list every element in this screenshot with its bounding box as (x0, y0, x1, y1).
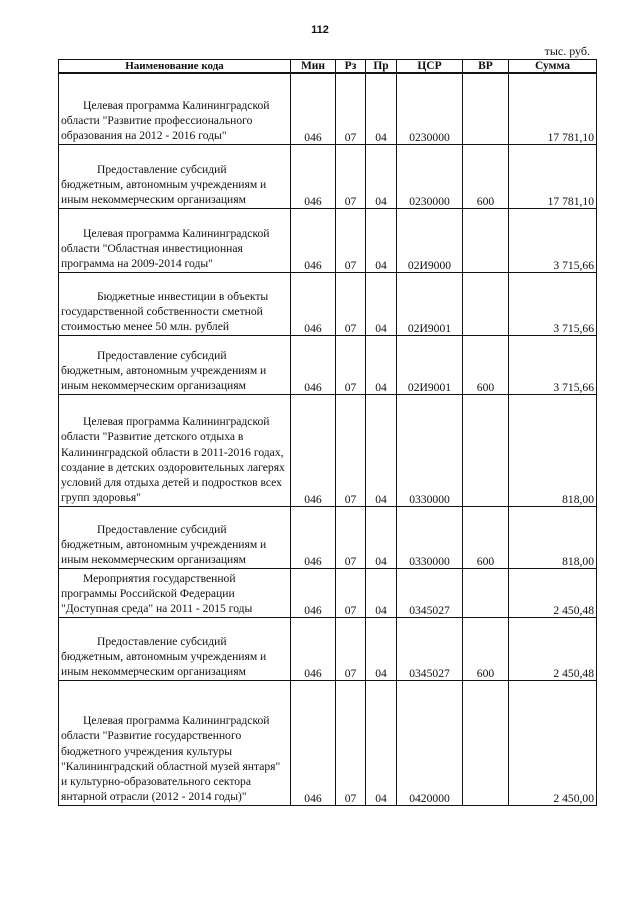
row-name: Предоставление субсидий бюджетным, автономным учреждениям и иным некоммерческим организациям (59, 506, 291, 568)
row-name: Целевая программа Калининградской области "Развитие профессионального образования на 2012 - 2016 годы" (59, 73, 291, 144)
table-header-row (59, 60, 597, 74)
header-vr: ВР (463, 60, 509, 74)
table-row (59, 680, 597, 805)
row-rz: 07 (336, 144, 366, 208)
row-name: Целевая программа Калининградской области "Развитие государственного бюджетного учреждения культуры "Калининградский областной музей янтаря" и культурно-образовательного сектора янтарной отрасли (2012 - 2014 годы)" (59, 680, 291, 805)
row-name: Мероприятия государственной программы Российской Федерации "Доступная среда" на 2011 - 2015 годы (59, 568, 291, 617)
row-rz: 07 (336, 506, 366, 568)
row-min: 046 (291, 144, 336, 208)
row-rz: 07 (336, 617, 366, 680)
row-vr (463, 73, 509, 144)
row-min: 046 (291, 272, 336, 335)
table-row (59, 568, 597, 617)
row-pr: 04 (366, 568, 397, 617)
row-sum: 3 715,66 (509, 272, 597, 335)
row-pr: 04 (366, 506, 397, 568)
row-csr: 0345027 (397, 568, 463, 617)
row-csr: 0230000 (397, 73, 463, 144)
row-min: 046 (291, 335, 336, 394)
row-pr: 04 (366, 73, 397, 144)
row-rz: 07 (336, 208, 366, 272)
row-pr: 04 (366, 335, 397, 394)
table-row (59, 506, 597, 568)
table-row (59, 73, 597, 144)
row-sum: 3 715,66 (509, 335, 597, 394)
row-name: Целевая программа Калининградской области "Областная инвестиционная программа на 2009-2014 годы" (59, 208, 291, 272)
row-pr: 04 (366, 144, 397, 208)
row-rz: 07 (336, 680, 366, 805)
row-csr: 0330000 (397, 394, 463, 506)
row-sum: 3 715,66 (509, 208, 597, 272)
row-rz: 07 (336, 335, 366, 394)
row-pr: 04 (366, 208, 397, 272)
row-csr: 02И9001 (397, 335, 463, 394)
row-vr (463, 568, 509, 617)
row-csr: 0230000 (397, 144, 463, 208)
row-name: Целевая программа Калининградской области "Развитие детского отдыха в Калининградской области в 2011-2016 годах, создание в детских оздоровительных лагерях условий для отдыха детей и подростков всех групп здоровья" (59, 394, 291, 506)
table-row (59, 394, 597, 506)
header-rz: Рз (336, 60, 366, 74)
row-min: 046 (291, 568, 336, 617)
row-name: Предоставление субсидий бюджетным, автономным учреждениям и иным некоммерческим организациям (59, 617, 291, 680)
row-rz: 07 (336, 272, 366, 335)
row-csr: 0330000 (397, 506, 463, 568)
row-csr: 0345027 (397, 617, 463, 680)
row-min: 046 (291, 506, 336, 568)
row-vr: 600 (463, 506, 509, 568)
row-rz: 07 (336, 568, 366, 617)
row-csr: 02И9000 (397, 208, 463, 272)
row-csr: 02И9001 (397, 272, 463, 335)
row-name: Бюджетные инвестиции в объекты государственной собственности сметной стоимостью менее 50 млн. рублей (59, 272, 291, 335)
row-rz: 07 (336, 394, 366, 506)
row-vr (463, 394, 509, 506)
header-name: Наименование кода (59, 60, 291, 74)
units-label: тыс. руб. (544, 44, 590, 58)
row-vr (463, 680, 509, 805)
row-min: 046 (291, 617, 336, 680)
row-min: 046 (291, 208, 336, 272)
row-sum: 17 781,10 (509, 73, 597, 144)
table-row (59, 617, 597, 680)
table-row (59, 208, 597, 272)
header-sum: Сумма (509, 60, 597, 74)
row-sum: 17 781,10 (509, 144, 597, 208)
row-sum: 2 450,48 (509, 568, 597, 617)
row-csr: 0420000 (397, 680, 463, 805)
row-name: Предоставление субсидий бюджетным, автономным учреждениям и иным некоммерческим организациям (59, 335, 291, 394)
table-row (59, 144, 597, 208)
row-pr: 04 (366, 272, 397, 335)
header-csr: ЦСР (397, 60, 463, 74)
budget-table (58, 59, 597, 806)
row-sum: 818,00 (509, 506, 597, 568)
row-vr (463, 272, 509, 335)
row-min: 046 (291, 394, 336, 506)
row-min: 046 (291, 680, 336, 805)
row-vr (463, 208, 509, 272)
row-name: Предоставление субсидий бюджетным, автономным учреждениям и иным некоммерческим организациям (59, 144, 291, 208)
row-min: 046 (291, 73, 336, 144)
table-row (59, 272, 597, 335)
row-pr: 04 (366, 680, 397, 805)
row-sum: 818,00 (509, 394, 597, 506)
row-sum: 2 450,48 (509, 617, 597, 680)
row-sum: 2 450,00 (509, 680, 597, 805)
row-rz: 07 (336, 73, 366, 144)
table-row (59, 335, 597, 394)
row-pr: 04 (366, 617, 397, 680)
row-vr: 600 (463, 335, 509, 394)
header-pr: Пр (366, 60, 397, 74)
row-pr: 04 (366, 394, 397, 506)
row-vr: 600 (463, 144, 509, 208)
header-min: Мин (291, 60, 336, 74)
page-number: 112 (311, 24, 329, 36)
row-vr: 600 (463, 617, 509, 680)
